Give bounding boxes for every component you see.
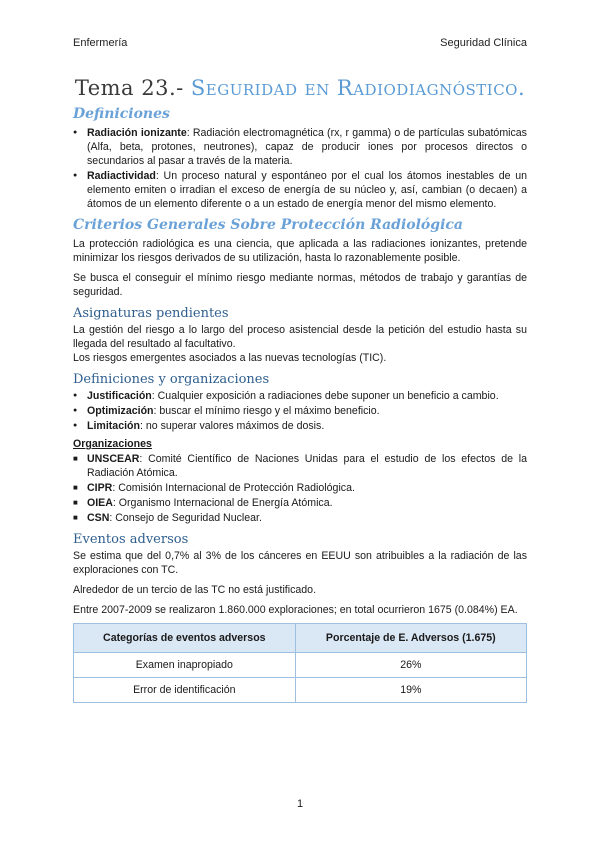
organizations-list xyxy=(73,452,527,525)
list-item xyxy=(73,419,527,433)
definition: : Un proceso natural y espontáneo por el cual los átomos inestables de un elemento emiten o irradian el exceso de energía de su núcleo y, así, cambian (o decaen) a átomos de un elemento diferente o a un estado de energía menor del mismo elemento. xyxy=(87,170,527,210)
column-header: Categorías de eventos adversos xyxy=(74,624,296,653)
table-row xyxy=(74,653,527,678)
definition: : buscar el mínimo riesgo y el máximo beneficio. xyxy=(153,405,380,417)
table-cell: Error de identificación xyxy=(74,678,296,703)
list-item xyxy=(73,169,527,211)
list-item xyxy=(73,481,527,495)
paragraph: Entre 2007-2009 se realizaron 1.860.000 exploraciones; en total ocurrieron 1675 (0.084%) EA. xyxy=(73,604,518,616)
page-title xyxy=(73,76,527,100)
definition: : Consejo de Seguridad Nuclear. xyxy=(109,512,262,524)
column-header: Porcentaje de E. Adversos (1.675) xyxy=(295,624,526,653)
table-cell: 19% xyxy=(295,678,526,703)
title-rest: Seguridad en Radiodiagnóstico. xyxy=(183,76,526,100)
definition: : Cualquier exposición a radiaciones debe suponer un beneficio a cambio. xyxy=(151,390,499,402)
term: Radiactividad xyxy=(87,170,156,182)
table-cell: Examen inapropiado xyxy=(74,653,296,678)
definition: : Comisión Internacional de Protección Radiológica. xyxy=(112,482,355,494)
term: Optimización xyxy=(87,405,154,417)
heading-eventos-adversos: Eventos adversos xyxy=(73,532,189,547)
paragraph: Se estima que del 0,7% al 3% de los cánceres en EEUU son atribuibles a la radiación de las exploraciones con TC. xyxy=(73,550,527,576)
table-cell: 26% xyxy=(295,653,526,678)
term: Justificación xyxy=(87,390,152,402)
header-right: Seguridad Clínica xyxy=(440,37,527,49)
table-header-row xyxy=(74,624,527,653)
term: OIEA xyxy=(87,497,113,509)
principles-list xyxy=(73,389,527,433)
heading-criterios: Criterios Generales Sobre Protección Radiológica xyxy=(73,217,463,233)
heading-definiciones-organizaciones: Definiciones y organizaciones xyxy=(73,372,270,387)
term: UNSCEAR xyxy=(87,453,140,465)
paragraph: Se busca el conseguir el mínimo riesgo mediante normas, métodos de trabajo y garantías de seguridad. xyxy=(73,272,527,298)
page-number: 1 xyxy=(296,798,304,810)
title-lead: Tema 23.- xyxy=(74,76,184,100)
definition: : Radiación electromagnética (rx, r gamma) o de partículas subatómicas (Alfa, beta, protones, neutrones), capaz de producir iones por procesos directos o secundarios al pasar a través de la materia. xyxy=(87,127,527,167)
list-item xyxy=(73,496,527,510)
paragraph: La protección radiológica es una ciencia, que aplicada a las radiaciones ionizantes, pretende minimizar los riesgos derivados de su utilización, hasta lo razonablemente posible. xyxy=(73,238,527,264)
paragraph: La gestión del riesgo a lo largo del proceso asistencial desde la petición del estudio hasta su llegada del resultado al facultativo. xyxy=(73,324,527,350)
term: CIPR xyxy=(87,482,113,494)
list-item xyxy=(73,126,527,168)
term: Radiación ionizante xyxy=(87,127,187,139)
table-row xyxy=(74,678,527,703)
heading-definiciones: Definiciones xyxy=(73,106,170,122)
definition: : Comité Científico de Naciones Unidas para el estudio de los efectos de la Radiación Atómica. xyxy=(87,453,527,479)
heading-asignaturas: Asignaturas pendientes xyxy=(73,306,229,321)
header-left: Enfermería xyxy=(73,37,128,49)
definition: : no superar valores máximos de dosis. xyxy=(139,420,325,432)
document-body xyxy=(73,76,527,703)
term: Limitación xyxy=(87,420,140,432)
list-item xyxy=(73,511,527,525)
list-item xyxy=(73,404,527,418)
definiciones-list xyxy=(73,126,527,211)
adverse-events-table xyxy=(73,623,527,703)
paragraph: Alrededor de un tercio de las TC no está justificado. xyxy=(73,584,317,596)
list-item xyxy=(73,389,527,403)
organizations-heading: Organizaciones xyxy=(73,438,152,450)
paragraph: Los riesgos emergentes asociados a las nuevas tecnologías (TIC). xyxy=(73,352,387,364)
list-item xyxy=(73,452,527,480)
term: CSN xyxy=(87,512,110,524)
definition: : Organismo Internacional de Energía Atómica. xyxy=(112,497,333,509)
